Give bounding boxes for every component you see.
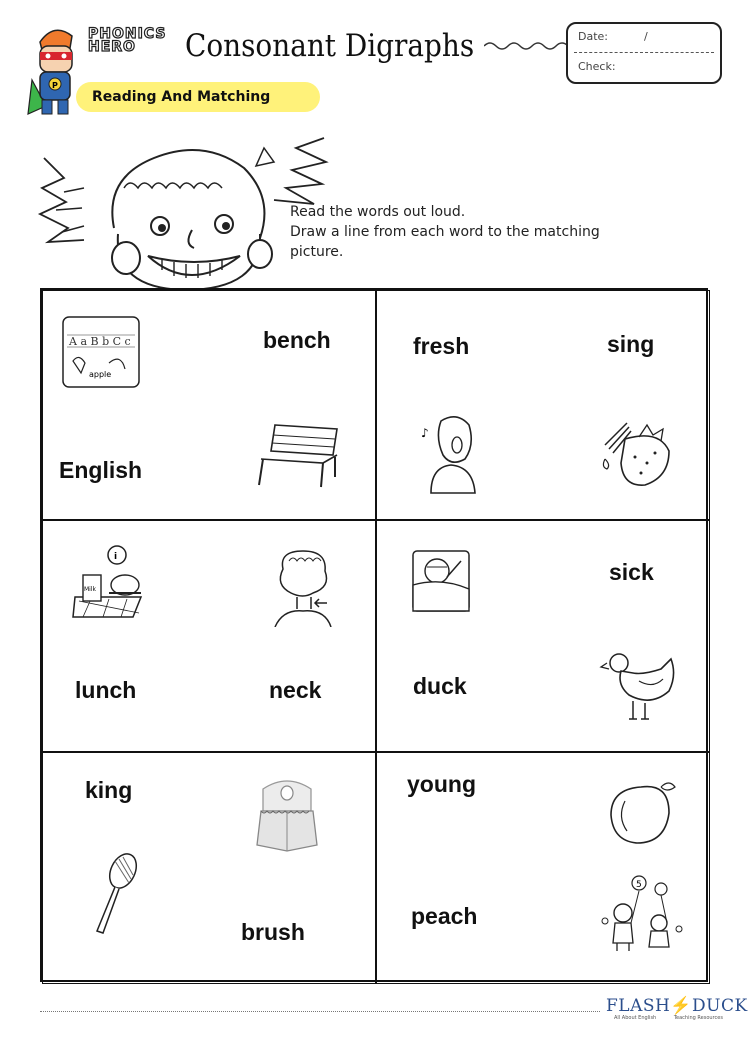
svg-text:P: P	[52, 81, 58, 90]
cell-6	[376, 752, 710, 984]
instruction-line2: Draw a line from each word to the matching	[290, 224, 600, 240]
board-caption: apple	[89, 370, 112, 379]
logo-right: DUCK	[692, 996, 748, 1016]
brand-line1: PHONICS	[88, 26, 167, 42]
girl-illustration	[34, 118, 334, 293]
bolt-icon: ⚡	[670, 996, 693, 1016]
cell-4	[376, 520, 710, 752]
footer-divider	[40, 1011, 600, 1012]
svg-text:i: i	[114, 552, 118, 562]
word-lunch[interactable]: lunch	[75, 677, 137, 703]
word-young[interactable]: young	[407, 771, 476, 797]
word-king[interactable]: king	[85, 777, 133, 803]
instruction-line1: Read the words out loud.	[290, 204, 466, 220]
subtitle: Reading And Matching	[92, 89, 271, 105]
matching-grid	[40, 288, 708, 982]
lunch-box-picture[interactable]	[69, 541, 149, 621]
page-title: Consonant Digraphs	[185, 28, 475, 64]
sick-child-picture[interactable]	[407, 547, 477, 617]
svg-text:5: 5	[636, 880, 642, 890]
word-sing[interactable]: sing	[607, 331, 655, 357]
fresh-strawberry-picture[interactable]	[599, 415, 679, 491]
king-cape-picture[interactable]	[251, 777, 323, 857]
tagline-left: All About English	[614, 1015, 657, 1021]
word-sick[interactable]: sick	[609, 559, 654, 585]
bench-picture[interactable]	[253, 419, 343, 489]
word-english[interactable]: English	[59, 457, 143, 483]
tagline-right: Teaching Resources	[673, 1015, 723, 1021]
check-label: Check:	[578, 60, 616, 73]
mascot-icon	[26, 22, 84, 123]
brand-line2: HERO	[88, 39, 136, 55]
svg-text:♪: ♪	[421, 426, 429, 440]
date-value: /	[644, 30, 648, 43]
cell-1	[42, 290, 376, 520]
wave-decoration	[484, 38, 568, 52]
word-peach[interactable]: peach	[411, 903, 478, 929]
alphabet-board-picture[interactable]	[59, 313, 145, 393]
young-children-picture[interactable]	[597, 873, 687, 953]
neck-picture[interactable]	[269, 547, 339, 627]
singing-person-picture[interactable]	[417, 411, 487, 497]
cell-2	[376, 290, 710, 520]
duck-picture[interactable]	[599, 645, 683, 729]
word-neck[interactable]: neck	[269, 677, 322, 703]
date-divider	[574, 52, 714, 53]
cell-3	[42, 520, 376, 752]
lunch-label: Milk	[84, 586, 96, 593]
instruction-line3: picture.	[290, 244, 344, 260]
instructions	[290, 202, 670, 262]
word-fresh[interactable]: fresh	[413, 333, 470, 359]
word-brush[interactable]: brush	[241, 919, 305, 945]
logo-left: FLASH	[606, 996, 671, 1016]
word-bench[interactable]: bench	[263, 327, 331, 353]
board-text: A a B b C c	[69, 335, 131, 348]
peach-picture[interactable]	[603, 773, 679, 849]
footer-tagline	[614, 1015, 723, 1021]
flash-duck-logo	[606, 996, 748, 1016]
date-label: Date:	[578, 30, 608, 43]
cell-5	[42, 752, 376, 984]
word-duck[interactable]: duck	[413, 673, 467, 699]
date-check-box	[566, 22, 722, 84]
brand-logo	[88, 28, 166, 54]
brush-picture[interactable]	[85, 851, 145, 937]
